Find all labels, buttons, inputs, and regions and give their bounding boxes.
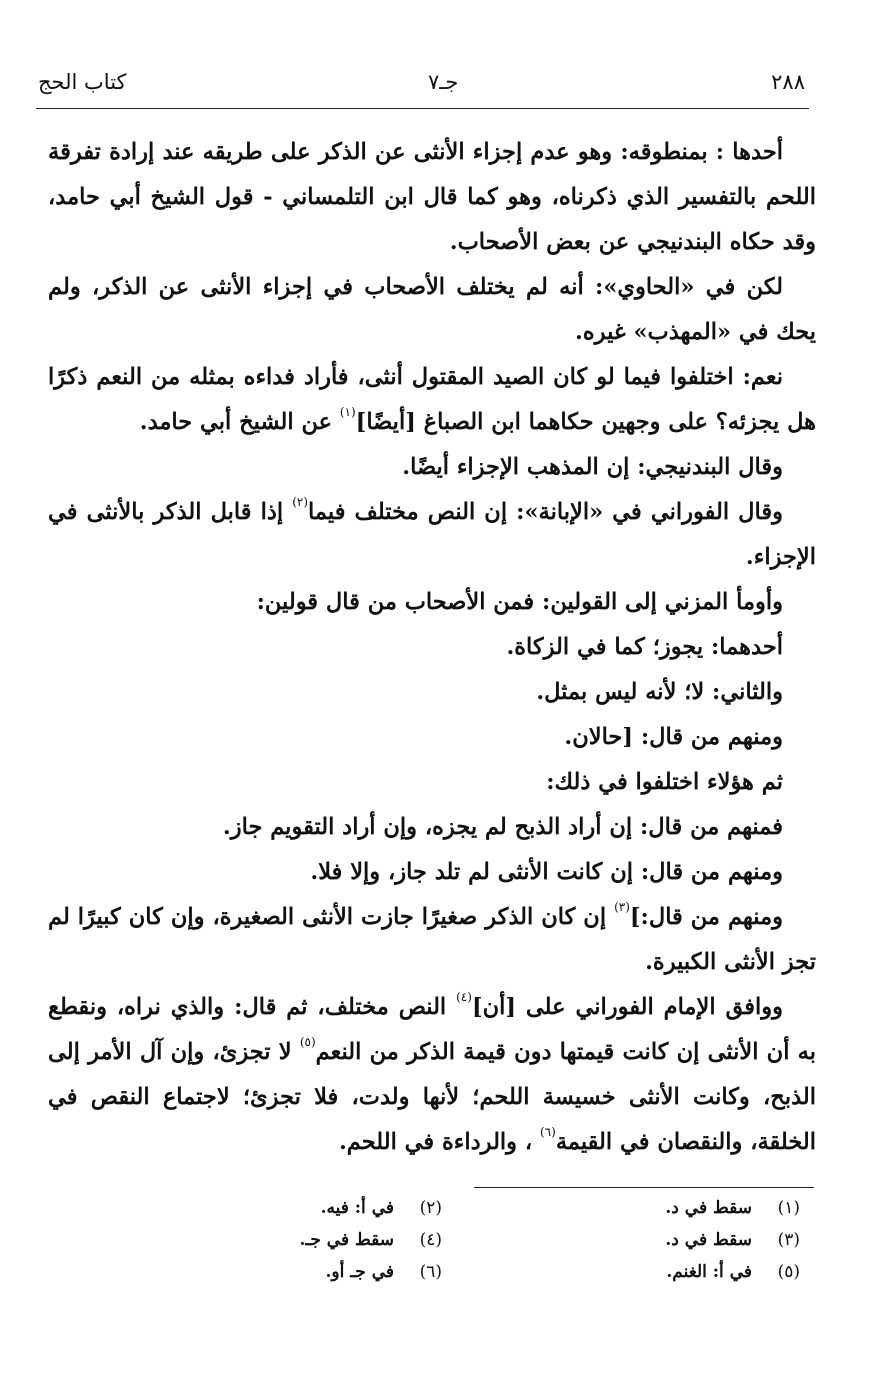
paragraph bbox=[48, 895, 816, 985]
footnote bbox=[665, 1198, 800, 1218]
footnote-number: (٦) bbox=[419, 1262, 442, 1282]
paragraph: أحدهما: يجوز؛ كما في الزكاة. bbox=[506, 634, 783, 660]
paragraph: ومنهم من قال: إن كانت الأنثى لم تلد جاز، وإلا فلا. bbox=[310, 859, 783, 885]
footnote-text: سقط في د. bbox=[665, 1230, 752, 1250]
footnote-number: (٥) bbox=[777, 1262, 800, 1282]
footnote bbox=[666, 1262, 800, 1282]
paragraph: فمنهم من قال: إن أراد الذبح لم يجزه، وإن أراد التقويم جاز. bbox=[222, 814, 783, 840]
footnote-text: في جـ أو. bbox=[325, 1262, 394, 1282]
paragraph-text: إن كان الذكر صغيرًا جازت الأنثى الصغيرة، وإن كان كبيرًا لم تجز الأنثى الكبيرة. bbox=[48, 904, 816, 975]
running-header bbox=[38, 70, 805, 104]
paragraph-text: نعم: اختلفوا فيما لو كان الصيد المقتول أنثى، فأراد فداءه بمثله من النعم ذكرًا هل يجزئه؟ على وجهين حكاهما ابن الصباغ [أيضًا] bbox=[48, 364, 816, 435]
footnotes bbox=[300, 1198, 800, 1298]
footnote bbox=[321, 1198, 442, 1218]
paragraph-text: لا تجزئ، وإن آل الأمر إلى الذبح، وكانت الأنثى خسيسة اللحم؛ لأنها ولدت، فلا تجزئ؛ لاجتماع النقص في الخلقة، والنقصان في القيمة bbox=[48, 1039, 816, 1155]
volume-label: جـ٧ bbox=[428, 70, 459, 94]
footnote-number: (٢) bbox=[419, 1198, 442, 1218]
paragraph: ومنهم من قال: [حالان. bbox=[564, 724, 783, 750]
paragraph-text: إذا قابل الذكر بالأنثى في الإجزاء. bbox=[48, 499, 816, 570]
footnote-text: سقط في جـ. bbox=[299, 1230, 394, 1250]
footnote-text: في أ: الغنم. bbox=[666, 1262, 752, 1282]
footnote-text: سقط في د. bbox=[665, 1198, 752, 1218]
footnote-divider bbox=[474, 1187, 814, 1188]
paragraph-text: ووافق الإمام الفوراني على [أن] bbox=[471, 994, 783, 1020]
main-text bbox=[48, 130, 816, 1165]
footnote-ref: (٦) bbox=[539, 1125, 556, 1139]
footnote bbox=[299, 1230, 442, 1250]
footnote-ref: (٤) bbox=[456, 990, 472, 1004]
footnote-text: في أ: فيه. bbox=[320, 1198, 394, 1218]
paragraph bbox=[48, 985, 816, 1165]
paragraph-text: عن الشيخ أبي حامد. bbox=[139, 409, 340, 435]
header-divider bbox=[36, 108, 809, 109]
footnote bbox=[326, 1262, 442, 1282]
footnote-number: (٤) bbox=[419, 1230, 442, 1250]
paragraph-text: وقال الفوراني في «الإبانة»: إن النص مختلف فيما bbox=[308, 499, 783, 525]
paragraph-text: النص مختلف، ثم قال: والذي نراه، ونقطع به أن الأنثى إن كانت قيمتها دون قيمة الذكر من النعم bbox=[48, 994, 816, 1065]
paragraph bbox=[48, 355, 816, 445]
footnote bbox=[665, 1230, 800, 1250]
paragraph: ثم هؤلاء اختلفوا في ذلك: bbox=[546, 769, 783, 795]
footnote-ref: (٣) bbox=[614, 900, 630, 914]
paragraph: وقال البندنيجي: إن المذهب الإجزاء أيضًا. bbox=[402, 454, 783, 480]
page-number: ٢٨٨ bbox=[771, 70, 805, 94]
paragraph: وأومأ المزني إلى القولين: فمن الأصحاب من قال قولين: bbox=[256, 589, 783, 615]
footnote-ref: (٥) bbox=[299, 1035, 316, 1049]
footnote-number: (١) bbox=[777, 1198, 800, 1218]
paragraph-text: ومنهم من قال:] bbox=[629, 904, 783, 930]
book-title: كتاب الحج bbox=[38, 70, 127, 94]
paragraph-text: ، والرداءة في اللحم. bbox=[338, 1129, 540, 1155]
paragraph: لكن في «الحاوي»: أنه لم يختلف الأصحاب في إجزاء الأنثى عن الذكر، ولم يحك في «المهذب» غيره. bbox=[48, 274, 816, 345]
footnote-ref: (٢) bbox=[292, 495, 309, 509]
paragraph bbox=[48, 490, 816, 580]
paragraph: والثاني: لا؛ لأنه ليس بمثل. bbox=[536, 679, 783, 705]
footnote-number: (٣) bbox=[777, 1230, 800, 1250]
footnote-ref: (١) bbox=[339, 405, 356, 419]
paragraph: أحدها : بمنطوقه: وهو عدم إجزاء الأنثى عن الذكر على طريقه عند إرادة تفرقة اللحم بالتفسير الذي ذكرناه، وهو كما قال ابن التلمساني - قول الشيخ أبي حامد، وقد حكاه البندنيجي عن بعض الأصحاب. bbox=[48, 139, 816, 255]
